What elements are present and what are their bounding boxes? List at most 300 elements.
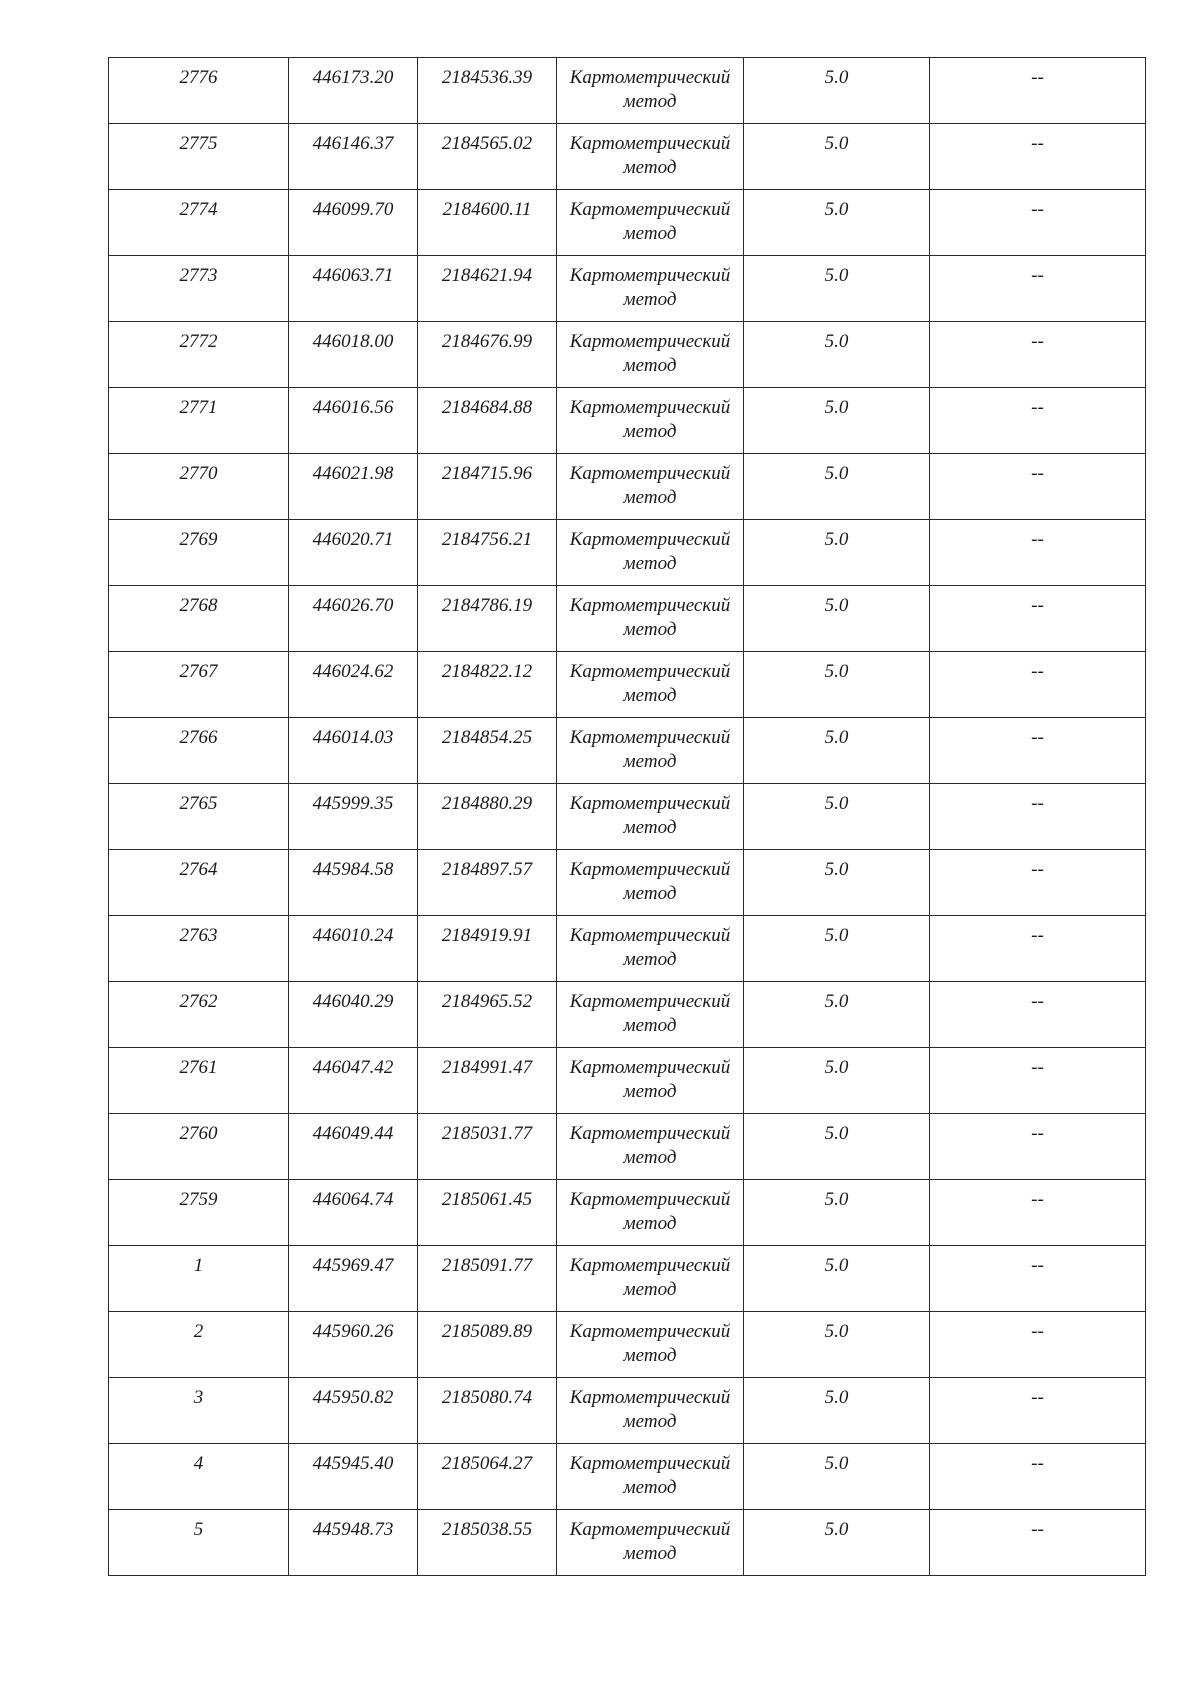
accuracy-value: 5.0 [824, 595, 849, 616]
table-row [109, 916, 1146, 982]
x-coordinate-cell [289, 652, 418, 718]
x-coordinate-cell [289, 586, 418, 652]
method-line-2: метод [623, 883, 677, 904]
y-coordinate: 2185061.45 [441, 1189, 533, 1210]
y-coordinate: 2185038.55 [441, 1519, 533, 1540]
accuracy-value: 5.0 [824, 1387, 849, 1408]
x-coordinate-cell [289, 322, 418, 388]
point-number: 2775 [179, 133, 218, 154]
description-value: -- [1031, 793, 1044, 814]
method-line-1: Картометрический [569, 727, 731, 748]
method-line-2: метод [623, 487, 677, 508]
description-value: -- [1031, 463, 1044, 484]
accuracy-value: 5.0 [824, 1123, 849, 1144]
x-coordinate-cell [289, 1180, 418, 1246]
accuracy-cell [744, 1246, 930, 1312]
x-coordinate-cell [289, 1312, 418, 1378]
x-coordinate: 446021.98 [312, 463, 394, 484]
description-cell [930, 1114, 1146, 1180]
method-text [557, 388, 743, 444]
description-value: -- [1031, 1057, 1044, 1078]
point-number-cell [109, 1246, 289, 1312]
accuracy-cell [744, 1312, 930, 1378]
description-value: -- [1031, 397, 1044, 418]
description-cell [930, 652, 1146, 718]
y-coordinate-cell [418, 652, 557, 718]
point-number: 2770 [179, 463, 218, 484]
description-value: -- [1031, 991, 1044, 1012]
accuracy-value: 5.0 [824, 859, 849, 880]
method-text [557, 190, 743, 246]
method-line-1: Картометрический [569, 1123, 731, 1144]
x-coordinate: 445945.40 [312, 1453, 394, 1474]
point-number-cell [109, 124, 289, 190]
accuracy-cell [744, 718, 930, 784]
method-cell [557, 982, 744, 1048]
y-coordinate-cell [418, 520, 557, 586]
table-row [109, 850, 1146, 916]
description-cell [930, 388, 1146, 454]
y-coordinate-cell [418, 1312, 557, 1378]
point-number-cell [109, 850, 289, 916]
accuracy-value: 5.0 [824, 1189, 849, 1210]
method-cell [557, 454, 744, 520]
y-coordinate: 2184756.21 [441, 529, 533, 550]
point-number: 2767 [179, 661, 218, 682]
method-line-2: метод [623, 553, 677, 574]
y-coordinate-cell [418, 1510, 557, 1576]
x-coordinate: 446099.70 [312, 199, 394, 220]
x-coordinate-cell [289, 124, 418, 190]
x-coordinate: 445960.26 [312, 1321, 394, 1342]
method-line-1: Картометрический [569, 925, 731, 946]
description-cell [930, 1180, 1146, 1246]
point-number: 2769 [179, 529, 218, 550]
method-line-2: метод [623, 289, 677, 310]
table-row [109, 454, 1146, 520]
x-coordinate: 446173.20 [312, 67, 394, 88]
x-coordinate-cell [289, 1246, 418, 1312]
method-text [557, 982, 743, 1038]
y-coordinate: 2184822.12 [441, 661, 533, 682]
description-value: -- [1031, 265, 1044, 286]
point-number: 2776 [179, 67, 218, 88]
x-coordinate-cell [289, 256, 418, 322]
method-cell [557, 1048, 744, 1114]
y-coordinate: 2185089.89 [441, 1321, 533, 1342]
accuracy-value: 5.0 [824, 331, 849, 352]
accuracy-value: 5.0 [824, 661, 849, 682]
method-text [557, 520, 743, 576]
description-value: -- [1031, 1255, 1044, 1276]
point-number-cell [109, 652, 289, 718]
point-number-cell [109, 982, 289, 1048]
accuracy-cell [744, 1048, 930, 1114]
accuracy-value: 5.0 [824, 727, 849, 748]
x-coordinate: 446018.00 [312, 331, 394, 352]
method-line-1: Картометрический [569, 529, 731, 550]
point-number: 2 [193, 1321, 204, 1342]
y-coordinate-cell [418, 718, 557, 784]
point-number: 2773 [179, 265, 218, 286]
method-text [557, 850, 743, 906]
description-cell [930, 1378, 1146, 1444]
method-cell [557, 520, 744, 586]
y-coordinate-cell [418, 850, 557, 916]
y-coordinate-cell [418, 388, 557, 454]
y-coordinate-cell [418, 1246, 557, 1312]
table-row [109, 256, 1146, 322]
description-cell [930, 1312, 1146, 1378]
x-coordinate-cell [289, 1114, 418, 1180]
x-coordinate: 446064.74 [312, 1189, 394, 1210]
point-number-cell [109, 190, 289, 256]
x-coordinate-cell [289, 718, 418, 784]
method-text [557, 58, 743, 114]
method-cell [557, 190, 744, 256]
accuracy-cell [744, 1510, 930, 1576]
accuracy-cell [744, 388, 930, 454]
accuracy-cell [744, 520, 930, 586]
method-line-2: метод [623, 751, 677, 772]
point-number: 2759 [179, 1189, 218, 1210]
table-row [109, 58, 1146, 124]
description-cell [930, 322, 1146, 388]
y-coordinate: 2184536.39 [441, 67, 533, 88]
method-line-2: метод [623, 157, 677, 178]
accuracy-cell [744, 850, 930, 916]
x-coordinate: 446063.71 [312, 265, 394, 286]
accuracy-cell [744, 1444, 930, 1510]
accuracy-value: 5.0 [824, 463, 849, 484]
y-coordinate: 2184565.02 [441, 133, 533, 154]
description-cell [930, 124, 1146, 190]
method-line-1: Картометрический [569, 463, 731, 484]
description-value: -- [1031, 595, 1044, 616]
method-line-1: Картометрический [569, 595, 731, 616]
description-cell [930, 916, 1146, 982]
y-coordinate: 2184991.47 [441, 1057, 533, 1078]
description-cell [930, 256, 1146, 322]
y-coordinate-cell [418, 1378, 557, 1444]
point-number-cell [109, 718, 289, 784]
accuracy-cell [744, 586, 930, 652]
y-coordinate: 2184684.88 [441, 397, 533, 418]
table-row [109, 190, 1146, 256]
method-cell [557, 718, 744, 784]
method-text [557, 652, 743, 708]
accuracy-value: 5.0 [824, 397, 849, 418]
description-value: -- [1031, 925, 1044, 946]
accuracy-cell [744, 58, 930, 124]
point-number: 2762 [179, 991, 218, 1012]
accuracy-value: 5.0 [824, 1255, 849, 1276]
x-coordinate: 445950.82 [312, 1387, 394, 1408]
y-coordinate: 2184786.19 [441, 595, 533, 616]
description-cell [930, 1444, 1146, 1510]
accuracy-cell [744, 982, 930, 1048]
y-coordinate: 2184919.91 [441, 925, 533, 946]
y-coordinate: 2184676.99 [441, 331, 533, 352]
method-text [557, 586, 743, 642]
x-coordinate-cell [289, 58, 418, 124]
x-coordinate: 445948.73 [312, 1519, 394, 1540]
point-number-cell [109, 1312, 289, 1378]
description-cell [930, 982, 1146, 1048]
accuracy-value: 5.0 [824, 1057, 849, 1078]
method-cell [557, 784, 744, 850]
method-text [557, 1048, 743, 1104]
point-number: 2764 [179, 859, 218, 880]
point-number-cell [109, 1180, 289, 1246]
description-cell [930, 1246, 1146, 1312]
point-number-cell [109, 1048, 289, 1114]
description-cell [930, 718, 1146, 784]
x-coordinate-cell [289, 982, 418, 1048]
accuracy-value: 5.0 [824, 793, 849, 814]
point-number: 2766 [179, 727, 218, 748]
point-number-cell [109, 256, 289, 322]
method-cell [557, 652, 744, 718]
x-coordinate: 446146.37 [312, 133, 394, 154]
description-value: -- [1031, 199, 1044, 220]
method-cell [557, 916, 744, 982]
method-line-1: Картометрический [569, 1255, 731, 1276]
method-line-2: метод [623, 1279, 677, 1300]
table-row [109, 124, 1146, 190]
table-row [109, 1510, 1146, 1576]
y-coordinate: 2184621.94 [441, 265, 533, 286]
point-number: 3 [193, 1387, 204, 1408]
table-row [109, 1048, 1146, 1114]
method-cell [557, 586, 744, 652]
x-coordinate: 445999.35 [312, 793, 394, 814]
method-line-2: метод [623, 421, 677, 442]
accuracy-cell [744, 784, 930, 850]
accuracy-value: 5.0 [824, 265, 849, 286]
description-value: -- [1031, 727, 1044, 748]
accuracy-value: 5.0 [824, 529, 849, 550]
method-text [557, 1312, 743, 1368]
point-number: 2771 [179, 397, 218, 418]
accuracy-cell [744, 256, 930, 322]
y-coordinate: 2185031.77 [441, 1123, 533, 1144]
y-coordinate-cell [418, 58, 557, 124]
method-cell [557, 1180, 744, 1246]
point-number-cell [109, 454, 289, 520]
description-value: -- [1031, 661, 1044, 682]
description-cell [930, 850, 1146, 916]
description-value: -- [1031, 1321, 1044, 1342]
method-line-1: Картометрический [569, 1519, 731, 1540]
method-line-2: метод [623, 1015, 677, 1036]
table-row [109, 1444, 1146, 1510]
y-coordinate: 2184880.29 [441, 793, 533, 814]
point-number-cell [109, 586, 289, 652]
method-line-1: Картометрический [569, 397, 731, 418]
x-coordinate-cell [289, 1510, 418, 1576]
y-coordinate-cell [418, 190, 557, 256]
accuracy-value: 5.0 [824, 1453, 849, 1474]
method-line-1: Картометрический [569, 1453, 731, 1474]
description-cell [930, 1048, 1146, 1114]
method-line-2: метод [623, 355, 677, 376]
method-line-1: Картометрический [569, 661, 731, 682]
method-line-1: Картометрический [569, 991, 731, 1012]
x-coordinate-cell [289, 850, 418, 916]
y-coordinate: 2185091.77 [441, 1255, 533, 1276]
method-text [557, 784, 743, 840]
method-cell [557, 388, 744, 454]
y-coordinate: 2184965.52 [441, 991, 533, 1012]
accuracy-value: 5.0 [824, 199, 849, 220]
method-cell [557, 322, 744, 388]
method-line-2: метод [623, 1147, 677, 1168]
accuracy-cell [744, 454, 930, 520]
description-value: -- [1031, 1189, 1044, 1210]
method-text [557, 1180, 743, 1236]
table-row [109, 718, 1146, 784]
table-row [109, 1180, 1146, 1246]
table-row [109, 1114, 1146, 1180]
method-line-1: Картометрический [569, 1057, 731, 1078]
point-number-cell [109, 1378, 289, 1444]
y-coordinate: 2184715.96 [441, 463, 533, 484]
description-value: -- [1031, 1453, 1044, 1474]
x-coordinate: 446020.71 [312, 529, 394, 550]
method-line-2: метод [623, 817, 677, 838]
accuracy-value: 5.0 [824, 925, 849, 946]
point-number: 2765 [179, 793, 218, 814]
point-number: 5 [193, 1519, 204, 1540]
point-number: 1 [193, 1255, 204, 1276]
method-line-2: метод [623, 1411, 677, 1432]
method-text [557, 322, 743, 378]
description-cell [930, 586, 1146, 652]
x-coordinate: 446047.42 [312, 1057, 394, 1078]
point-number-cell [109, 322, 289, 388]
point-number: 2761 [179, 1057, 218, 1078]
method-line-2: метод [623, 1477, 677, 1498]
x-coordinate: 446024.62 [312, 661, 394, 682]
x-coordinate: 446026.70 [312, 595, 394, 616]
y-coordinate-cell [418, 1048, 557, 1114]
x-coordinate: 446049.44 [312, 1123, 394, 1144]
method-line-1: Картометрический [569, 133, 731, 154]
x-coordinate-cell [289, 388, 418, 454]
accuracy-value: 5.0 [824, 1321, 849, 1342]
accuracy-value: 5.0 [824, 1519, 849, 1540]
table-row [109, 982, 1146, 1048]
accuracy-cell [744, 322, 930, 388]
y-coordinate: 2184897.57 [441, 859, 533, 880]
description-value: -- [1031, 331, 1044, 352]
x-coordinate: 446016.56 [312, 397, 394, 418]
accuracy-value: 5.0 [824, 991, 849, 1012]
table-row [109, 388, 1146, 454]
method-cell [557, 850, 744, 916]
accuracy-cell [744, 652, 930, 718]
accuracy-cell [744, 190, 930, 256]
method-text [557, 256, 743, 312]
method-cell [557, 1114, 744, 1180]
x-coordinate: 446010.24 [312, 925, 394, 946]
accuracy-cell [744, 1180, 930, 1246]
method-line-1: Картометрический [569, 331, 731, 352]
x-coordinate-cell [289, 1378, 418, 1444]
method-line-2: метод [623, 949, 677, 970]
method-text [557, 1378, 743, 1434]
point-number: 4 [193, 1453, 204, 1474]
method-line-1: Картометрический [569, 859, 731, 880]
x-coordinate: 446014.03 [312, 727, 394, 748]
coordinates-table [108, 57, 1146, 1576]
point-number: 2772 [179, 331, 218, 352]
table-row [109, 1378, 1146, 1444]
method-line-1: Картометрический [569, 1387, 731, 1408]
y-coordinate-cell [418, 124, 557, 190]
method-text [557, 1444, 743, 1500]
description-cell [930, 520, 1146, 586]
method-line-1: Картометрический [569, 199, 731, 220]
description-value: -- [1031, 859, 1044, 880]
y-coordinate-cell [418, 784, 557, 850]
table-row [109, 322, 1146, 388]
point-number-cell [109, 1444, 289, 1510]
x-coordinate-cell [289, 520, 418, 586]
y-coordinate: 2185080.74 [441, 1387, 533, 1408]
point-number: 2763 [179, 925, 218, 946]
method-line-2: метод [623, 223, 677, 244]
description-cell [930, 190, 1146, 256]
description-value: -- [1031, 133, 1044, 154]
description-cell [930, 1510, 1146, 1576]
point-number-cell [109, 1510, 289, 1576]
method-text [557, 454, 743, 510]
y-coordinate-cell [418, 256, 557, 322]
point-number-cell [109, 388, 289, 454]
method-cell [557, 1312, 744, 1378]
method-line-1: Картометрический [569, 67, 731, 88]
x-coordinate-cell [289, 1048, 418, 1114]
y-coordinate-cell [418, 454, 557, 520]
point-number-cell [109, 784, 289, 850]
method-cell [557, 256, 744, 322]
table-row [109, 784, 1146, 850]
accuracy-value: 5.0 [824, 67, 849, 88]
x-coordinate: 446040.29 [312, 991, 394, 1012]
point-number-cell [109, 916, 289, 982]
x-coordinate-cell [289, 1444, 418, 1510]
table-row [109, 1312, 1146, 1378]
accuracy-value: 5.0 [824, 133, 849, 154]
method-cell [557, 1510, 744, 1576]
y-coordinate: 2184600.11 [442, 199, 532, 220]
accuracy-cell [744, 916, 930, 982]
y-coordinate: 2185064.27 [441, 1453, 533, 1474]
table-row [109, 1246, 1146, 1312]
x-coordinate-cell [289, 784, 418, 850]
method-text [557, 1510, 743, 1566]
point-number-cell [109, 520, 289, 586]
method-line-1: Картометрический [569, 793, 731, 814]
method-line-2: метод [623, 1345, 677, 1366]
table-row [109, 652, 1146, 718]
method-text [557, 1246, 743, 1302]
description-cell [930, 58, 1146, 124]
point-number: 2768 [179, 595, 218, 616]
method-line-2: метод [623, 1081, 677, 1102]
